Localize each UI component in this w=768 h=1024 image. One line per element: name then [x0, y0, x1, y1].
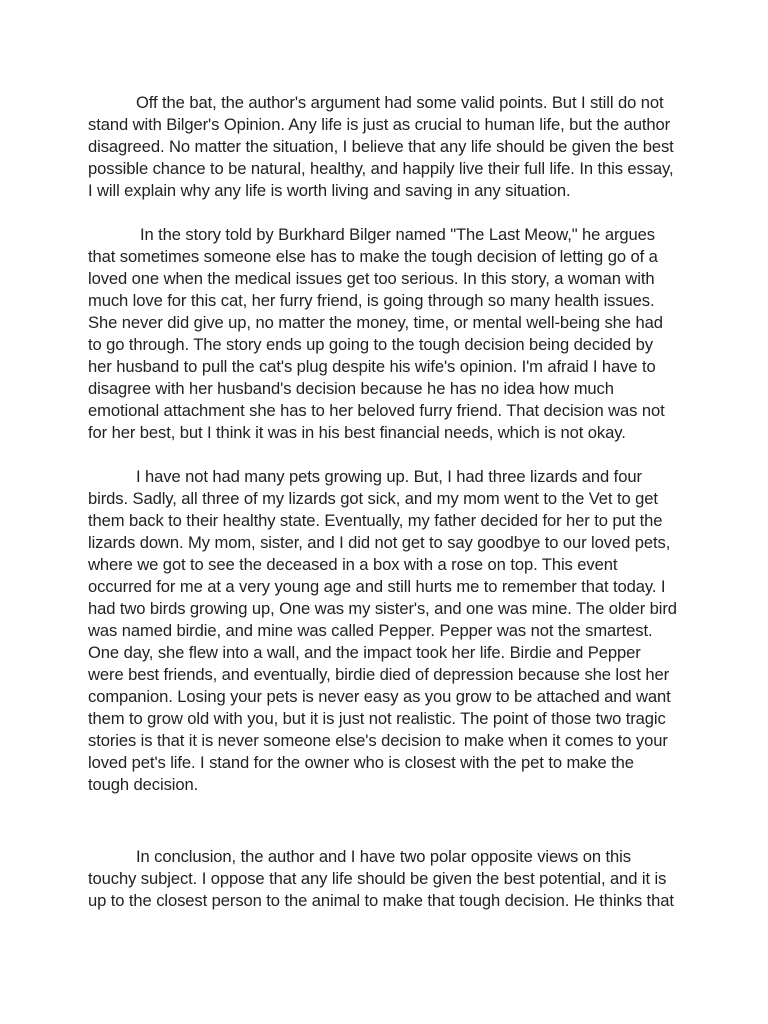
paragraph-line: companion. Losing your pets is never easy as you grow to be attached and want [88, 687, 671, 706]
paragraph-line: emotional attachment she has to her beloved furry friend. That decision was not [88, 401, 665, 420]
paragraph-line: I will explain why any life is worth living and saving in any situation. [88, 181, 571, 200]
paragraph-line: her husband to pull the cat's plug despite his wife's opinion. I'm afraid I have to [88, 357, 656, 376]
paragraph-line: that sometimes someone else has to make the tough decision of letting go of a [88, 247, 658, 266]
paragraph-line: was named birdie, and mine was called Pepper. Pepper was not the smartest. [88, 621, 653, 640]
paragraph-line: birds. Sadly, all three of my lizards got sick, and my mom went to the Vet to get [88, 489, 658, 508]
paragraph-line: In conclusion, the author and I have two polar opposite views on this [136, 847, 631, 866]
paragraph-line: tough decision. [88, 775, 199, 794]
paragraph-line: She never did give up, no matter the money, time, or mental well-being she had [88, 313, 663, 332]
paragraph-line: lizards down. My mom, sister, and I did not get to say goodbye to our loved pets, [88, 533, 671, 552]
paragraph-line: possible chance to be natural, healthy, and happily live their full life. In this essay, [88, 159, 674, 178]
paragraph-line: disagree with her husband's decision because he has no idea how much [88, 379, 614, 398]
paragraph-line: loved one when the medical issues get too serious. In this story, a woman with [88, 269, 655, 288]
paragraph-line: stories is that it is never someone else's decision to make when it comes to your [88, 731, 668, 750]
paragraph-line: disagreed. No matter the situation, I believe that any life should be given the best [88, 137, 674, 156]
paragraph-line: up to the closest person to the animal to make that tough decision. He thinks that [88, 891, 674, 910]
paragraph-line: Off the bat, the author's argument had some valid points. But I still do not [136, 93, 664, 112]
paragraph-line: occurred for me at a very young age and still hurts me to remember that today. I [88, 577, 666, 596]
paragraph-line: I have not had many pets growing up. But, I had three lizards and four [136, 467, 642, 486]
paragraph-line: In the story told by Burkhard Bilger named "The Last Meow," he argues [140, 225, 655, 244]
paragraph-line: One day, she flew into a wall, and the impact took her life. Birdie and Pepper [88, 643, 641, 662]
paragraph-line: had two birds growing up, One was my sister's, and one was mine. The older bird [88, 599, 677, 618]
paragraph-line: to go through. The story ends up going to the tough decision being decided by [88, 335, 653, 354]
paragraph-line: touchy subject. I oppose that any life should be given the best potential, and it is [88, 869, 667, 888]
paragraph-line: where we got to see the deceased in a box with a rose on top. This event [88, 555, 618, 574]
paragraph-line: them back to their healthy state. Eventually, my father decided for her to put the [88, 511, 663, 530]
paragraph-line: stand with Bilger's Opinion. Any life is just as crucial to human life, but the author [88, 115, 671, 134]
paragraph-line: loved pet's life. I stand for the owner who is closest with the pet to make the [88, 753, 634, 772]
paragraph-line: them to grow old with you, but it is just not realistic. The point of those two tragic [88, 709, 666, 728]
paragraph-line: for her best, but I think it was in his best financial needs, which is not okay. [88, 423, 626, 442]
paragraph-line: were best friends, and eventually, birdie died of depression because she lost her [88, 665, 670, 684]
paragraph-line: much love for this cat, her furry friend, is going through so many health issues. [88, 291, 655, 310]
